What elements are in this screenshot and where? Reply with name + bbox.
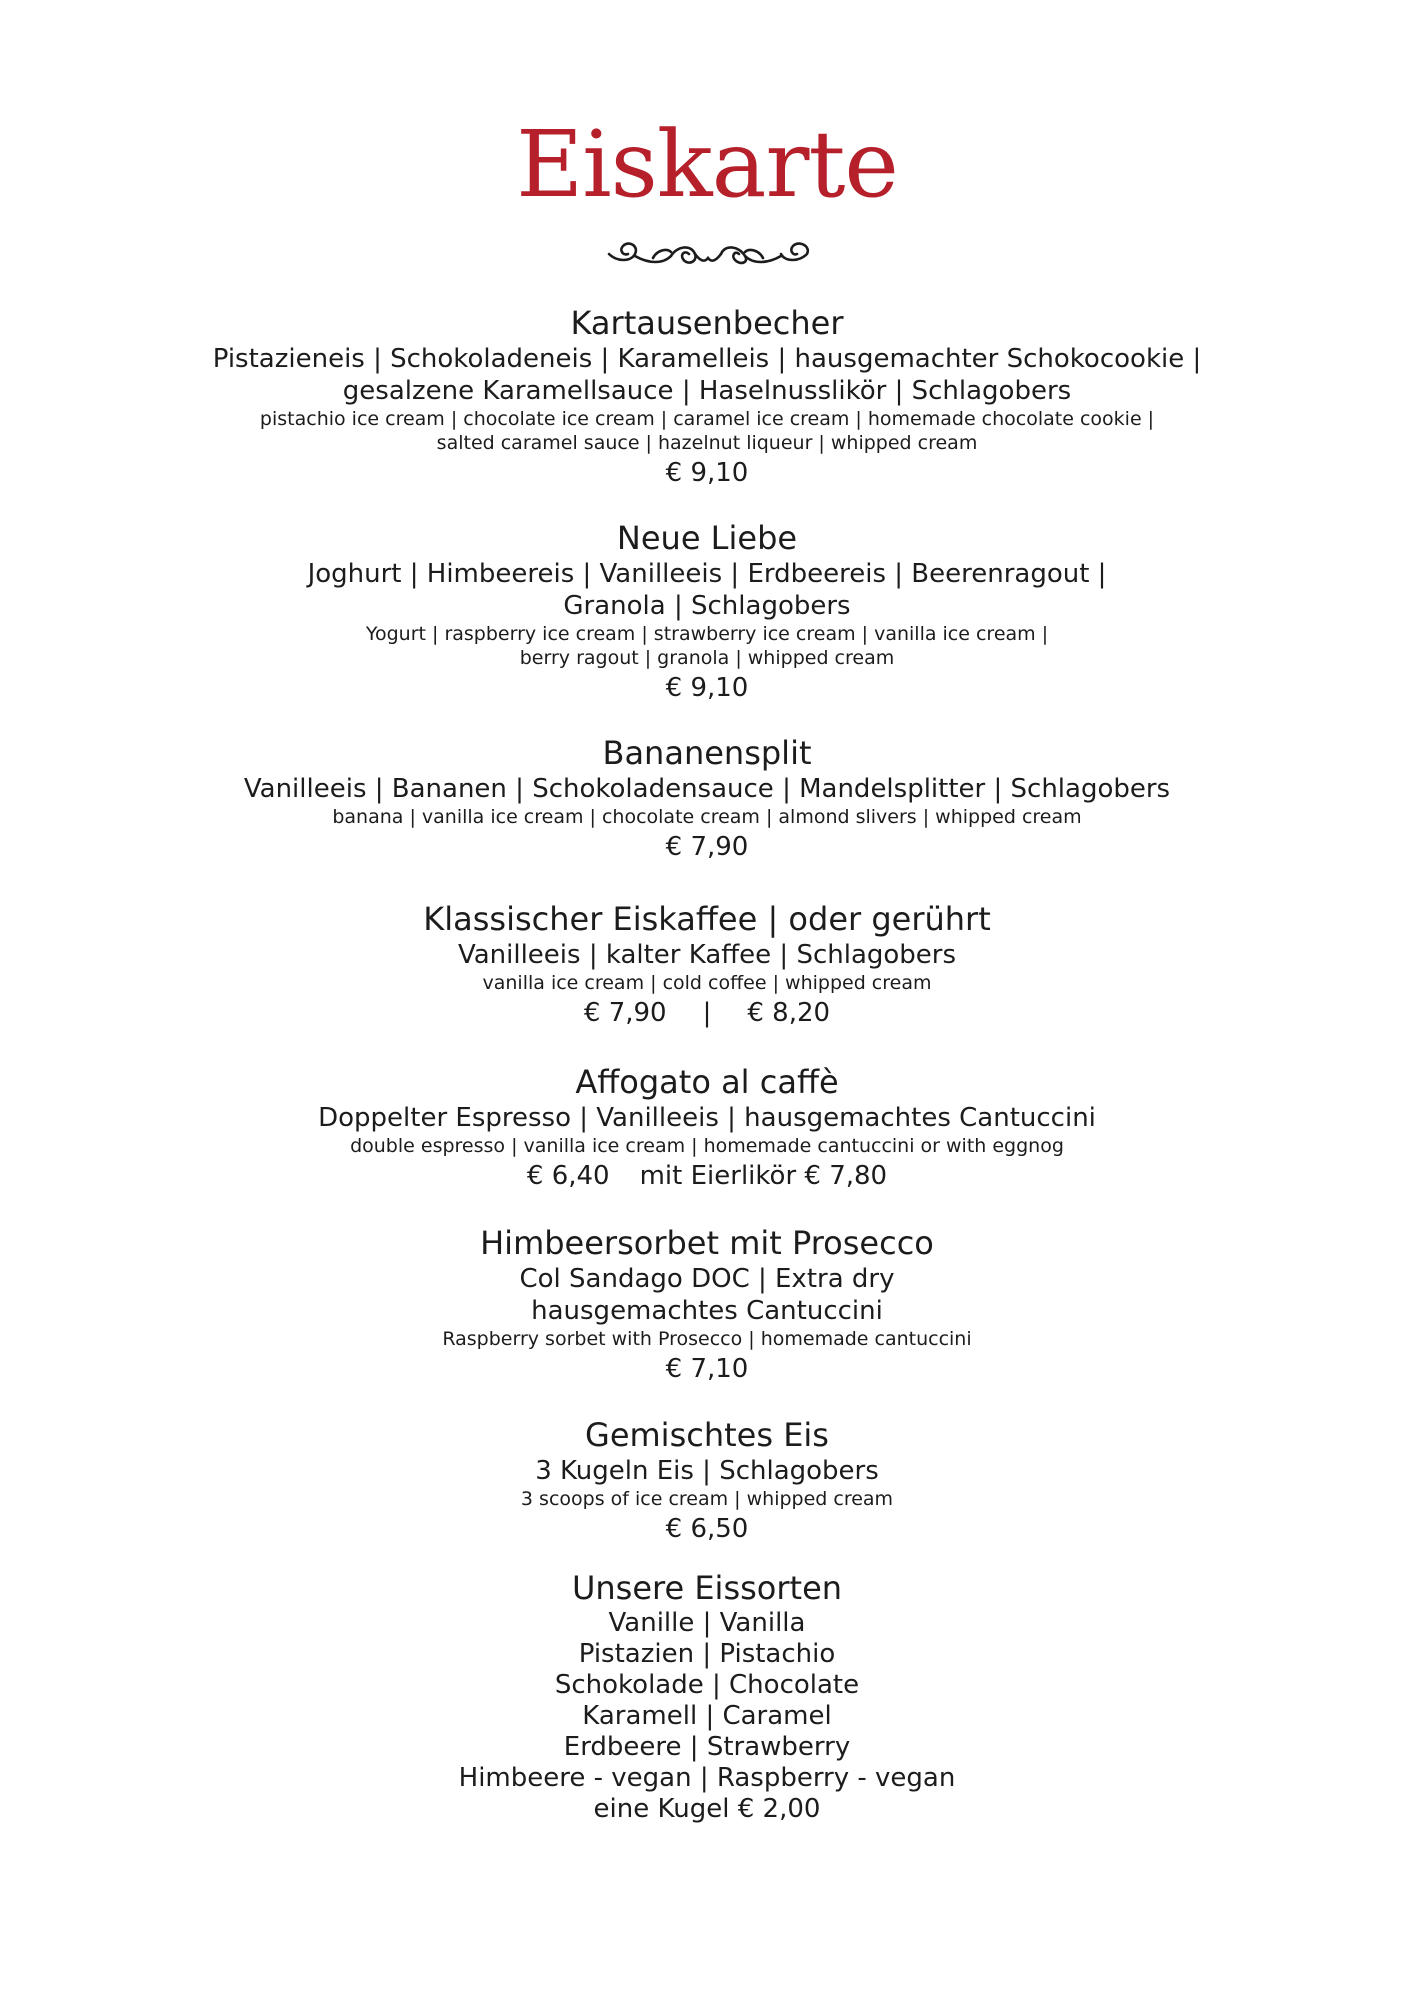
item-price: € 7,10	[665, 1354, 749, 1384]
menu-title: Eiskarte	[516, 111, 898, 218]
item-description-de: hausgemachtes Cantuccini	[531, 1296, 883, 1326]
item-description-de: Col Sandago DOC | Extra dry	[519, 1264, 895, 1294]
item-description-de: Vanilleeis | kalter Kaffee | Schlagobers	[457, 940, 957, 970]
flavor-item: Himbeere - vegan | Raspberry - vegan	[458, 1763, 956, 1793]
item-description-en: salted caramel sauce | hazelnut liqueur | whipped cream	[436, 432, 978, 454]
item-description-en: banana | vanilla ice cream | chocolate cream | almond slivers | whipped cream	[332, 806, 1082, 828]
item-description-en: vanilla ice cream | cold coffee | whipped cream	[482, 972, 932, 994]
item-description-de: Joghurt | Himbeereis | Vanilleeis | Erdbeereis | Beerenragout |	[307, 559, 1107, 589]
item-description-de: Granola | Schlagobers	[563, 591, 851, 621]
item-price: € 9,10	[665, 673, 749, 703]
menu-item-neue-liebe	[0, 518, 1414, 704]
flavors-heading: Unsere Eissorten	[571, 1569, 843, 1607]
menu-item-himbeersorbet	[0, 1223, 1414, 1385]
flavor-item: Pistazien | Pistachio	[578, 1639, 836, 1669]
item-price-stirred: € 8,20	[747, 998, 831, 1028]
item-description-de: Vanilleeis | Bananen | Schokoladensauce | Mandelsplitter | Schlagobers	[243, 774, 1171, 804]
item-name: Bananensplit	[602, 734, 812, 772]
item-price-row	[0, 997, 1414, 1029]
item-name: Affogato al caffè	[575, 1063, 839, 1101]
item-name: Gemischtes Eis	[585, 1416, 829, 1454]
item-description-en: double espresso | vanilla ice cream | homemade cantuccini or with eggnog	[350, 1135, 1064, 1157]
item-price: € 9,10	[665, 458, 749, 488]
item-name: Himbeersorbet mit Prosecco	[480, 1224, 934, 1262]
item-price-classic: € 7,90	[583, 998, 667, 1028]
menu-item-gemischtes-eis	[0, 1415, 1414, 1545]
item-price-plain: € 6,40	[526, 1161, 610, 1191]
scoop-price: eine Kugel € 2,00	[593, 1794, 821, 1824]
item-description-de: gesalzene Karamellsauce | Haselnusslikör | Schlagobers	[342, 376, 1072, 406]
item-price: € 7,90	[665, 832, 749, 862]
item-description-en: 3 scoops of ice cream | whipped cream	[520, 1488, 894, 1510]
flavor-item: Schokolade | Chocolate	[554, 1670, 860, 1700]
item-description-en: pistachio ice cream | chocolate ice cream | caramel ice cream | homemade chocolate cookie |	[259, 408, 1155, 430]
item-description-de: Pistazieneis | Schokoladeneis | Karamelleis | hausgemachter Schokocookie |	[212, 344, 1202, 374]
decorative-scroll-flourish-icon	[605, 232, 811, 272]
item-price-eggnog: mit Eierlikör € 7,80	[639, 1161, 888, 1191]
item-description-en: Raspberry sorbet with Prosecco | homemade cantuccini	[442, 1328, 972, 1350]
menu-item-klassischer-eiskaffee	[0, 899, 1414, 1029]
flavor-item: Karamell | Caramel	[582, 1701, 832, 1731]
flavor-item: Erdbeere | Strawberry	[563, 1732, 851, 1762]
flavor-item: Vanille | Vanilla	[608, 1608, 806, 1638]
item-price: € 6,50	[665, 1514, 749, 1544]
item-description-de: Doppelter Espresso | Vanilleeis | hausgemachtes Cantuccini	[318, 1103, 1096, 1133]
menu-item-kartausenbecher	[0, 303, 1414, 489]
item-name: Klassischer Eiskaffee | oder gerührt	[423, 900, 991, 938]
menu-item-affogato	[0, 1062, 1414, 1192]
item-name: Neue Liebe	[616, 519, 798, 557]
item-description-en: Yogurt | raspberry ice cream | strawberry ice cream | vanilla ice cream |	[365, 623, 1049, 645]
item-name: Kartausenbecher	[570, 304, 844, 342]
item-description-en: berry ragout | granola | whipped cream	[519, 647, 895, 669]
flavors-section	[0, 1568, 1414, 1825]
item-description-de: 3 Kugeln Eis | Schlagobers	[535, 1456, 879, 1486]
menu-item-bananensplit	[0, 733, 1414, 863]
price-separator: |	[702, 998, 712, 1028]
item-price-row	[0, 1160, 1414, 1192]
